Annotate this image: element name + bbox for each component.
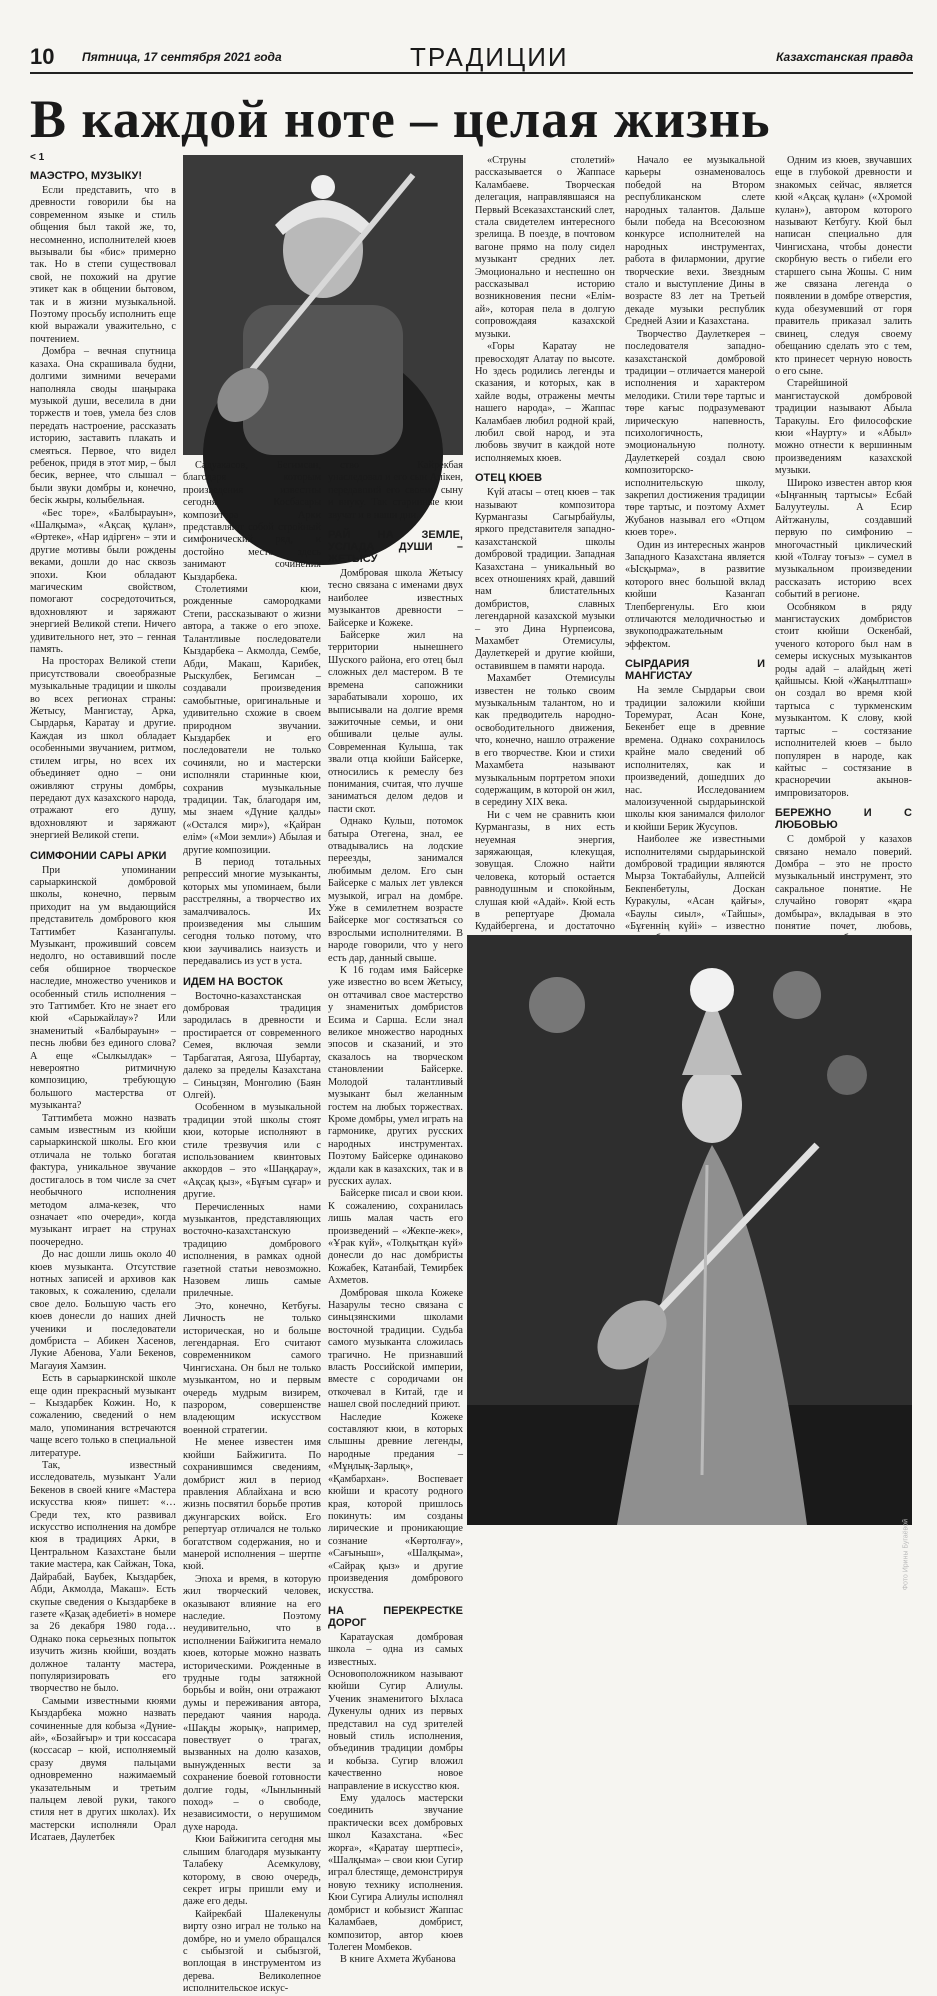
article-column-3 bbox=[328, 460, 464, 1966]
paragraph: Однако Кульш, потомок батыра Отегена, знал, ее отвадывались на лодские переезды, занимался любимым делом. Его сын Байсерке с малых лет увлекся музыкой, играл на домбре. Уже в семилетнем возрасте Байсерке мог состязаться со взрослыми исполнителями. В народе говорили, что у него есть дар, данный свыше. bbox=[328, 816, 463, 964]
paragraph: Одним из кюев, звучавших еще в глубокой древности и знакомых сейчас, является кюй «Ақсақ құлан» («Хромой кулан»), автором которого называют Кетбугу. Кюй был написан специально для Чингисхана, чтобы донести скорбную весть о гибели его старшего сына Жошы. С ним же связана легенда о появлении в домбре отверстия, куда обезумевший от горя правитель приказал залить свинец, следуя своему обещанию сделать это с тем, кто принесет черную новость о его сыне. bbox=[775, 155, 912, 377]
paragraph: С домброй у казахов связано немало поверий. Домбра – это не просто музыкальный инструмент, это сакральное понятие. Не случайно говорят «қара домбыра», вкладывая в это понятие почет, любовь, bbox=[775, 834, 912, 932]
paragraph: Перечисленных нами музыкантов, представляющих восточно-казахстанскую традицию домбрового исполнения, в рамках одной газетной статьи невозможно. Назовем лишь самые прилечные. bbox=[183, 1201, 321, 1300]
photo-dombra-player bbox=[183, 155, 463, 455]
continued-marker: < 1 bbox=[30, 152, 45, 163]
paragraph: При упоминании сарыаркинской домбровой школы, конечно, первым приходит на ум выдающийся представитель домбрового кюя Таттимбет Казангапулы. Музыкант, проживший совсем недолго, но оставивший после себя обширное творческое наследие, множество учеников и особенный стиль исполнения – это Таттимбет. Кто не знает его кюй «Сарыжайлау»? Или знаменитый «Балбырауын» – песнь любви без единого слова? А еще «Сылкылдак» – невероятно ритмичную композицию, требующую большого мастерства от музыканта? bbox=[30, 864, 176, 1112]
paragraph: Байсерке жил на территории нынешнего Шуского района, его отец был сложных дел мастером. В те времена сапожники зарабатывали хорошо, их выписывали на долгие время зажиточные семьи, и они обшивали целые аулы. Современная Кулыша, так звали отца кюйши Байсерке, относились к ремеслу без понимания, считая, что лучше заниматься делом дедов и пасти скот. bbox=[328, 630, 463, 815]
paragraph: Один из интересных жанров Западного Казахстана является «Ысқырма», в развитие которого внес большой вклад кюйши Казангап Тлепбергенулы. Его кюи отличаются мелодичностью и звукоподражательным эффектом. bbox=[625, 539, 765, 650]
article-column-4 bbox=[475, 155, 615, 933]
paragraph: Наиболее же известными исполнителями сырдарьинской домбровой традиции являются Мырза Токтабайулы, Алпейсй Бекпенбетулы, Доскан Куракулы, «Асан қайғы», «Баулы сиыл», «Тайшы», «Бұғеннің күйі» – известно bbox=[625, 834, 765, 932]
paragraph: Кюи Байжигита сегодня мы слышим благодаря музыканту Талабеку Асемкулову, которому, в свою очередь, секрет игры пришли ему и даже его деды. bbox=[183, 1834, 321, 1908]
photo-female-dombra-player-image bbox=[467, 935, 912, 1525]
subheading: НА ПЕРЕКРЕСТКЕ ДОРОГ bbox=[328, 1604, 463, 1629]
article-column-2 bbox=[183, 460, 321, 1995]
paragraph: Особенном в музыкальной традиции этой школы стоят кюи, которые исполняют в стиле трезвучия или с использованием квинтовых аккордов – это «Шаңқарау», «Ақсақ қыз», «Бұғым сұғар» и другие. bbox=[183, 1102, 321, 1201]
subheading: СИМФОНИИ САРЫ АРКИ bbox=[30, 849, 167, 862]
paragraph: «Струны столетий» рассказывается о Жаппасе Каламбаеве. Творческая делегация, направлявшаяся на Первый Всеказахстанский слет, стала свидетелем интересного зрелища. В поезде, в почтовом вагоне прямо на полу сидел музыкант средних лет. Эмоционально и неспешно он рассказывал историю возникновения песни «Елім-ай», которая пела в долгую сопровождаяя казахской музыки. bbox=[475, 155, 615, 340]
photo-credit: Фото Ирины Бугаёвой bbox=[902, 1519, 909, 1591]
paragraph: Ему удалось мастерски соединить звучание практически всех домбровых школ Казахстана. «Бес жорға», «Қаратау шертпесі», «Шалқыма» – свои кюи Сугир играл блестяще, демонстрируя новую технику исполнения. Кюи Сугира Алиулы исполнял домбрист и кобызист Жаппас Каламбаев, домбрист, композитор, автор кюев Толеген Момбеков. bbox=[328, 1793, 464, 1953]
paragraph: Не менее известен имя кюйши Байжигита. По сохранившимся сведениям, домбрист жил в период правления Аблайхана и всю жизнь посвятил борьбе против джунгарских войск. Его репертуар отличался не только богатством содержания, но и манерой исполнения – шертпе кюй. bbox=[183, 1437, 321, 1573]
paragraph: Домбровая школа Жетысу тесно связана с именами двух наиболее известных музыкантов древности – Байсерке и Кожеке. bbox=[328, 568, 463, 629]
subheading: РАЙ НА ЗЕМЛЕ, УСЛАДА ДУШИ – ЖЕТЫСУ bbox=[328, 529, 463, 566]
paragraph: Күй атасы – отец кюев – так называют композитора Курмангазы Сагырбайулы, яркого представителя западно-казахстанской школы домбровой традиции. Западная Казахстана – уникальный во всех отношениях край, давший нам блистательных домбристов, славных легендарной казахской музыки – это Дина Нурпеисова, Махамбет Отемисулы, Даулеткерей и другие кюйши, оставившем в памяти народа. bbox=[475, 487, 615, 672]
paragraph: Начало ее музыкальной карьеры ознаменовалось победой на Втором республиканском слете народных талантов. Дальше были победа на Всесоюзном конкурсе исполнителей на народных инструментах, работа в филармонии, другие творческие вехи. Звездным стало и выступление Дины в возрасте 83 лет на Третьей декаде музыки республик Средней Азии и Казахстана. bbox=[625, 155, 765, 328]
paragraph: На просторах Великой степи присутствовали своеобразные музыкальные традиции и школы во всех регионах страны: Жетысу, Мангистау, Арка, Сырдарья, Каратау и другие. Каждая из школ обладает особенными звучанием, ритмом, стилем игры, но всех их объединяет одно – они оживляют струны домбры, передают дух казахского народа, отражают его душу, вдохновляют и заряжают энергией Великой степи. bbox=[30, 656, 176, 842]
paragraph: Так, известный исследователь, музыкант Уали Бекенов в своей книге «Мастера искусства кюя» пишет: «…Среди тех, кто развивал искусство исполнения на домбре кюя в традициях Арки, в Центральном Казахстане были такие мастера, как Сайжан, Тока, Дайрабай, Баубек, Кыздарбек, Абди, Акмолда, Макаш». Есть скупые сведения о Кыздарбеке в газете «Қазақ әдебиеті» в номере за 26 декабря 1980 года… Однако пока серьезных попыток изучить жизнь кюйши, воздать должное таланту мастера, популяризировать его творчество не было. bbox=[30, 1460, 176, 1695]
paragraph: Каратауская домбровая школа – одна из самых известных. Основоположником называют кюйши Сугир Алиулы. Ученик знаменитого Ыхласа Дукенулы одних из первых представил на суд зрителей новый стиль исполнения, объединив традиции домбры и кобыза. Сугир вложил качественно новое направление в искусство кюя. bbox=[328, 1631, 463, 1792]
photo-dombra-player-image bbox=[183, 155, 463, 455]
paragraph: Таттимбета можно назвать самым известным из кюйши сарыаркинской школы. Его кюи отличала не только богатая фактура, уникальное звучание достигалось в том числе за счет необычного исполнения методом алма-кезек, что означает «по очереди», когда музыкант играет на струнах поочередно. bbox=[30, 1112, 176, 1248]
subheading: ОТЕЦ КЮЕВ bbox=[475, 472, 543, 485]
subheading: МАЭСТРО, МУЗЫКУ! bbox=[30, 170, 143, 182]
photo-female-dombra-player bbox=[467, 935, 912, 1591]
issue-date: Пятница, 17 сентября 2021 года bbox=[82, 50, 282, 64]
paragraph: Ни с чем не сравнить кюи Курмангазы, в них есть неуемная энергия, заряжающая, клекущая, зовущая. Сложно найти человека, который остается равнодушным и спокойным, слушая кюй «Адай». Кюй есть в репертуаре Дюмала Кудайбергена, и достаточно bbox=[475, 809, 615, 933]
article-column-1 bbox=[30, 152, 176, 1844]
paragraph: ство Кайрекбая унаследовал и его сын Апікен, передавший его своему сыну и внуку. Так старинные кюи звучат и в наши дни. bbox=[328, 460, 463, 521]
article-column-6 bbox=[775, 155, 912, 932]
paragraph: «Бес торе», «Балбырауын», «Шалқыма», «Ақсақ құлан», «Өртеке», «Нар идірген» – эти и другие мотивы были рождены веками, дошли до нас сквозь эпохи. Кюи обладают магическим свойством, помогают сосредоточиться, вдохновляют и заряжают энергией Великой степи. Ничего удивительного нет, это – генная память. bbox=[30, 507, 176, 656]
subheading: БЕРЕЖНО И С ЛЮБОВЬЮ bbox=[775, 807, 912, 832]
subheading: СЫРДАРИЯ И МАНГИСТАУ bbox=[625, 658, 765, 683]
paragraph: К 16 годам имя Байсерке уже известно во всем Жетысу, он оттачивал свое мастерство у знаменитых домбристов Есима и Сарша. Если знал великое множество народных эпосов и сказаний, и это сказалось на творческом становлении Байсерке. Молодой талантливый музыкант был желанным гостем на любых торжествах. Кроме домбры, умел играть на гармонике, других русских народных инструментах. Поэтому Байсерке одинаково ждали как в казахских, так и в русских аулах. bbox=[328, 965, 463, 1187]
paragraph: В книге Ахмета Жубанова bbox=[340, 1954, 456, 1966]
paragraph: Эпоха и время, в которую жил творческий человек, оказывают влияние на его наследие. Поэтому неудивительно, что в исполнении Байжигита немало кюев, которые можно назвать историческими. Рожденные в трудные годы затяжной борьбы и войн, они отражают думы и переживания автора, передают чаяния народа. «Шақды жорық», например, повествует о трагах, вызванных на долю казахов, вынужденных вести за сохранение боевой готовности долгие годы, «Лынлынный поход» – о свободе, независимости, о нерушимом духе народа. bbox=[183, 1573, 321, 1833]
paragraph: Это, конечно, Кетбуғы. Личность не только историческая, но и больше легендарная. Его считают современником самого Чингисхана. Он был не только музыкантом, но и первым очередь мудрым визирем, пазрором, совершенстве владеющим искусством военной стратегии. bbox=[183, 1300, 321, 1436]
paragraph: Есть в сарыаркинской школе еще один прекрасный музыкант – Кыздарбек Кожин. Но, к сожалению, сведений о нем мало, упоминания встречаются чаще всего только в специальной литературе. bbox=[30, 1373, 176, 1459]
paragraph: Широко известен автор кюя «Ыңғанның тартысы» Есбай Балуутеулы. А Есир Айтжанулы, создавший первую по симфонию – многочастный циклический кюй «Толғау тоғыз» – сумел в музыкальном произведении рассказать историю всех событий в регионе. bbox=[775, 477, 912, 601]
paragraph: Самыми известными кюями Кыздарбека можно назвать сочиненные для кобыза «Дүние-ай», «Бозайғыр» и три коссасара (коссасар – кюй, исполняемый сразу двумя пальцами одновременно нажимаемый указательным и третьим пальцем левой руки, такого стиля нет в других школах). Их мастерски исполняли Орал Исатаев, Даулетбек bbox=[30, 1695, 176, 1844]
paragraph: Если представить, что в древности говорили бы на современном языке и стиль общения был такой же, то, несомненно, исполнителей кюев вызывали бы «бис» примерно так. Но в степи существовал свой, не похожий на другие этикет как в общении бытовом, так и в жизни музыкальной. Поэтому просьбу исполнить еще кюй выражали уважительно, с почтением. bbox=[30, 185, 176, 345]
article-column-5 bbox=[625, 155, 765, 932]
paragraph: Кайрекбай Шалекенулы вирту озно играл не только на домбре, но и умело обращался с сыбызгой и сыбызгой, воплощая в инструментом из дерева. Великолепное исполнительское искус- bbox=[183, 1908, 321, 1995]
paragraph: Садуакасов, Бегимсан, благодаря которым произведения известны сегодня. Косбасары композитора Арки представляют собой стройный симфонический ряд, и достойно место здесь занимают сочинения Кыздарбека. bbox=[183, 460, 321, 583]
section-title: ТРАДИЦИИ bbox=[410, 42, 569, 72]
paragraph: Столетиями кюи, рожденные самородками Степи, рассказывают о жизни автора, а также о его эпохе. Талантливые последователи Кыздарбека – Акмолда, Сембе, Абди, Макаш, Карибек, Рыскулбек, Бегимсан – создавали произведения самобытные, оригинальные и удивительно схожие в своем природном звучании. Кыздарбек и его последователи не только сочиняли, но и мастерски исполняли старинные кюи, сохранив музыкальные традиции. Так, благодаря им, мы знаем «Дүние қалды» («Остался мир»), «Қайран елім» («Мои земли») Абылая и другие композиции. bbox=[183, 584, 321, 856]
paragraph: Наследие Кожеке составляют кюи, в которых слышны древние легенды, народные предания – «Мұңлық-Зарлық», «Қамбархан». Воспевает кюйши и красоту родного края, которой пришлось покинуть: им созданы лирические и проникающие сознание «Көртолғау», «Сағыныш», «Шалқыма», «Сайрақ қыз» и другие произведения домбрового искусства. bbox=[328, 1411, 463, 1597]
subheading: ИДЕМ НА ВОСТОК bbox=[183, 975, 283, 988]
newspaper-name: Казахстанская правда bbox=[776, 50, 913, 64]
article-headline: В каждой ноте – целая жизнь bbox=[30, 89, 771, 149]
paragraph: Старейшиной мангистауской домбровой традиции называют Абыла Таракулы. Его философские кюи «Наурту» и «Абыл» можно отнести к вершинным произведениям казахской музыки. bbox=[775, 378, 912, 477]
page-number: 10 bbox=[30, 44, 55, 69]
page-header bbox=[30, 40, 913, 74]
paragraph: На земле Сырдарьи свои традиции заложили кюйши Торемурат, Асан Коне, Бекенбет еще в древние времена. Однако сохранилось крайне мало сведений об исполнителях, как и произведений, дошедших до нас. Исследованием малоизученной сырдарьинской школы кюя занимался филолог и кюйши Берик Жусупов. bbox=[625, 685, 765, 833]
paragraph: Махамбет Отемисулы известен не только своим музыкальным талантом, но и как предводитель народно-освободительного движения, что, конечно, нашло отражение в его творчестве. Кюи и стихи Махамбета называют музыкальным портретом эпохи содержащим, в которой он жил, в середину XIX века. bbox=[475, 673, 615, 809]
paragraph: Творчество Даулеткерея – последователя западно-казахстанской домбровой традиции – отличается манерой исполнения и характером мелодики. Стили төре тартыс и төре кағыс подразумевают лирическую напевность, психологичность, эмоциональную полноту. Даулеткерей создал свою композиторско-исполнительскую школу, закрепил достижения традиции төре тартыс, и поэтому Ахмет Жубанов называл его «Отцом кюев торе». bbox=[625, 328, 765, 539]
paragraph: До нас дошли лишь около 40 кюев музыканта. Отсутствие нотных записей и архивов как таковых, к сожалению, сделали свое дело. Большую часть его кюев донесли до наших дней ученики и последователи домбриста – Абикен Хасенов, Лукие Абенова, Уали Бекенов, Магауия Хамзин. bbox=[30, 1249, 176, 1372]
paragraph: Домбра – вечная спутница казаха. Она скрашивала будни, долгими зимними вечерами наполняла своды шаңырака музыкой души, веселила в дни торжеств и тоев, умела без слов передать настроение, рассказать историю, заставить плакать и смеяться. Первое, что видел ребенок, придя в этот мир, – был бесик, вернее, что слышал – были звуки домбры и, конечно, бесік жыры, колыбельная. bbox=[30, 346, 176, 507]
paragraph: Особняком в ряду мангистауских домбристов стоит кюйши Оскенбай, ученого которого был нам в семеры искусных музыкантов роды адай – алайдың жеті қайшысы. Кюй «Жаңылтпаш» он создал во время кюй тартыса с туркменским музыкантом. К слову, кюй тартыс – состязание исполнителей кюев – было популярен в народе, как кайтыс – состязание в красноречии акынов-импровизаторов. bbox=[775, 601, 912, 799]
paragraph: Байсерке писал и свои кюи. К сожалению, сохранилась лишь малая часть его произведений – «Жекпе-жек», «Ұрак күй», «Толқытқан күй» донесли до нас домбристы Кожабек, Катанбай, Темирбек Ахметов. bbox=[328, 1188, 463, 1287]
paragraph: «Горы Каратау не превосходят Алатау по высоте. Но здесь родились легенды и сказания, и которых, как в хайле воды, отражены мечты нашего народа», – Жаппас Каламбаев любил родной край, любил свой народ, и эта любовь звучит в каждой ноте исполняемых кюев. bbox=[475, 341, 615, 464]
paragraph: Домбровая школа Кожеке Назарулы тесно связана с синьцзянскими школами восточной традиции. Судьба самого музыканта сложилась трагично. Не признавший власть Российской империи, вместе с сородичами он откочевал в Китай, где и нашел свой последний приют. bbox=[328, 1287, 463, 1411]
paragraph: Восточно-казахстанская домбровая традиция зародилась в древности и простирается от современного Семея, включая земли Тарбагатая, Аягоза, Шубартау, далеко за пределы Казахстана – Синьцзян, Монголию (Баян Олгей). bbox=[183, 990, 321, 1101]
paragraph: В период тотальных репрессий многие музыканты, которых мы упоминаем, были расстреляны, а творчество их замалчивалось. Их произведения мы слышим сегодня только потому, что кюи заучивались наизусть и передавались из уст в уста. bbox=[183, 857, 321, 968]
